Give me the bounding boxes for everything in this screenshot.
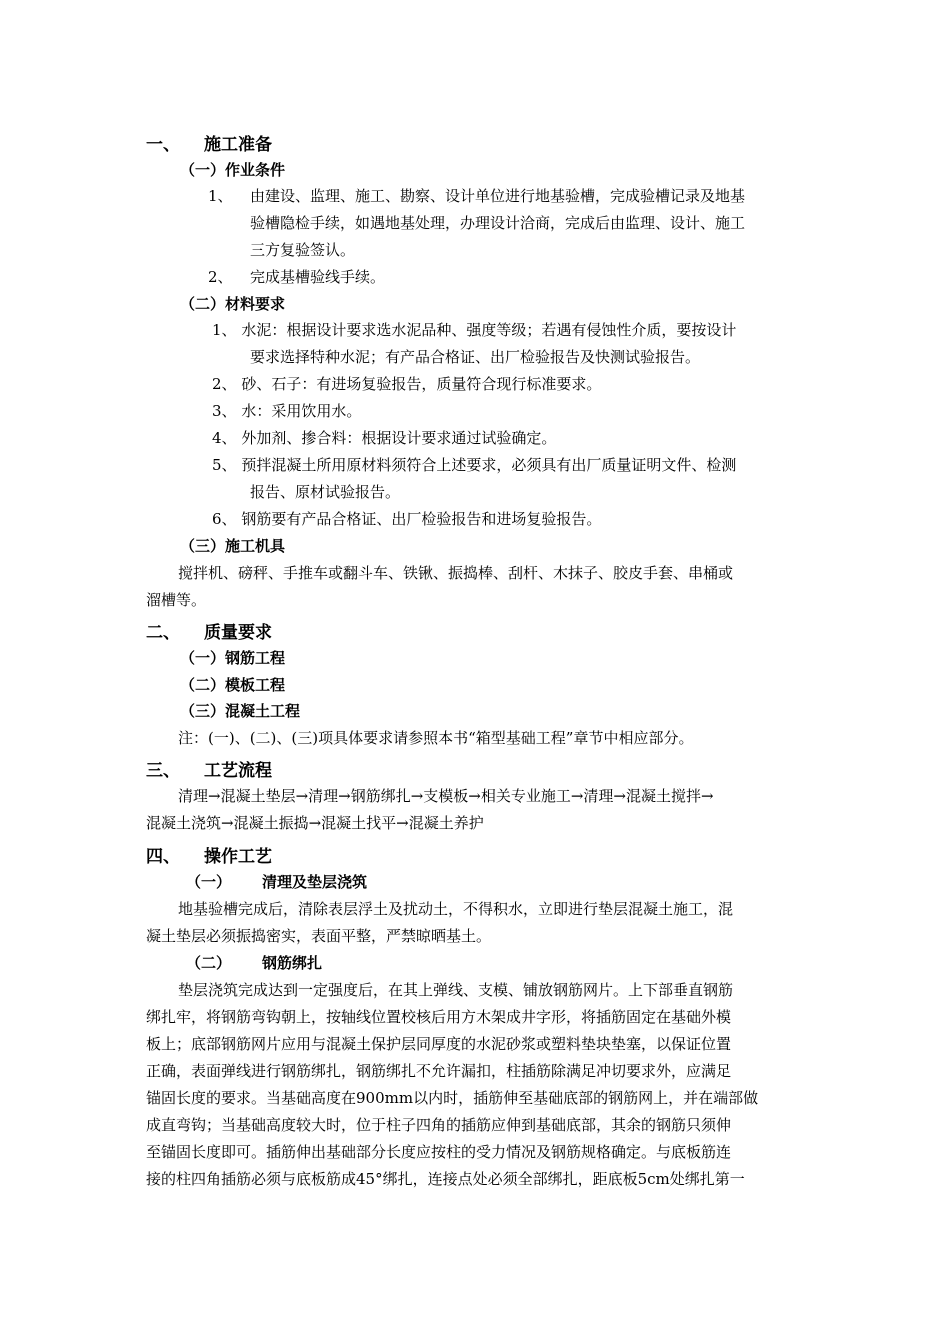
- section-3-title: 工艺流程: [204, 761, 272, 781]
- item-line: 验槽隐检手续，如遇地基处理，办理设计洽商，完成后由监理、设计、施工: [250, 214, 746, 232]
- subsection-1-1-title: （一）作业条件: [180, 161, 286, 179]
- item-line: 预拌混凝土所用原材料须符合上述要求，必须具有出厂质量证明文件、检测: [241, 456, 737, 474]
- paragraph-line: 正确，表面弹线进行钢筋绑扎，钢筋绑扎不允许漏扣，柱插筋除满足冲切要求外，应满足: [146, 1062, 732, 1080]
- item-line: 报告、原材试验报告。: [250, 483, 401, 501]
- paragraph-line: 绑扎牢，将钢筋弯钩朝上，按轴线位置校核后用方木架成井字形，将插筋固定在基础外模: [146, 1008, 732, 1026]
- section-2-number: 二、: [146, 623, 180, 643]
- list-item: [212, 455, 736, 475]
- subsection-2-1-title: （一）钢筋工程: [180, 649, 286, 667]
- item-line: 三方复验签认。: [250, 241, 356, 259]
- item-line: 钢筋要有产品合格证、出厂检验报告和进场复验报告。: [241, 510, 602, 528]
- paragraph-line: 接的柱四角插筋必须与底板筋成45°绑扎，连接点处必须全部绑扎，距底板5cm处绑扎第一: [146, 1170, 745, 1188]
- subsection-4-1-title: 清理及垫层浇筑: [262, 873, 368, 891]
- subsection-2-2-title: （二）模板工程: [180, 676, 286, 694]
- subsection-4-1-heading: [186, 872, 367, 892]
- item-number: 3、: [212, 402, 237, 420]
- item-line: 水：采用饮用水。: [241, 402, 362, 420]
- paragraph-line: 搅拌机、磅秤、手推车或翻斗车、铁锹、振捣棒、刮杆、木抹子、胶皮手套、串桶或: [178, 564, 734, 582]
- list-item: [212, 428, 556, 448]
- section-3-heading: [146, 760, 272, 782]
- item-line: 完成基槽验线手续。: [250, 268, 386, 286]
- section-4-heading: [146, 846, 272, 868]
- item-number: 6、: [212, 510, 237, 528]
- section-4-title: 操作工艺: [204, 847, 272, 867]
- subsection-4-2-number: （二）: [186, 954, 232, 972]
- paragraph-line: 凝土垫层必须振捣密实，表面平整，严禁晾晒基土。: [146, 927, 492, 945]
- section-1-title: 施工准备: [204, 135, 272, 155]
- item-line: 砂、石子：有进场复验报告，质量符合现行标准要求。: [241, 375, 602, 393]
- paragraph-line: 溜槽等。: [146, 591, 207, 609]
- subsection-1-2-title: （二）材料要求: [180, 295, 286, 313]
- item-number: 2、: [208, 268, 233, 286]
- subsection-4-2-title: 钢筋绑扎: [262, 954, 323, 972]
- note-line: 注：(一)、(二)、(三)项具体要求请参照本书“箱型基础工程”章节中相应部分。: [178, 729, 694, 747]
- item-number: 2、: [212, 375, 237, 393]
- paragraph-line: 成直弯钩；当基础高度较大时，位于柱子四角的插筋应伸到基础底部，其余的钢筋只须伸: [146, 1116, 732, 1134]
- item-line: 由建设、监理、施工、勘察、设计单位进行地基验槽，完成验槽记录及地基: [250, 187, 746, 205]
- flow-line: 清理→混凝土垫层→清理→钢筋绑扎→支模板→相关专业施工→清理→混凝土搅拌→: [178, 787, 714, 805]
- item-number: 1、: [208, 187, 233, 205]
- subsection-2-3-title: （三）混凝土工程: [180, 702, 301, 720]
- item-line: 要求选择特种水泥；有产品合格证、出厂检验报告及快测试验报告。: [250, 348, 701, 366]
- subsection-4-2-heading: [186, 953, 322, 973]
- paragraph-line: 锚固长度的要求。当基础高度在900mm以内时，插筋伸至基础底部的钢筋网上，并在端部做: [146, 1089, 759, 1107]
- list-item: [212, 320, 736, 340]
- section-1-heading: [146, 134, 272, 156]
- flow-line: 混凝土浇筑→混凝土振捣→混凝土找平→混凝土养护: [146, 814, 484, 832]
- list-item: [212, 509, 601, 529]
- list-item: [212, 374, 601, 394]
- subsection-1-3-title: （三）施工机具: [180, 537, 286, 555]
- paragraph-line: 至锚固长度即可。插筋伸出基础部分长度应按柱的受力情况及钢筋规格确定。与底板筋连: [146, 1143, 732, 1161]
- section-3-number: 三、: [146, 761, 180, 781]
- section-2-heading: [146, 622, 272, 644]
- paragraph-line: 板上；底部钢筋网片应用与混凝土保护层同厚度的水泥砂浆或塑料垫块垫塞，以保证位置: [146, 1035, 732, 1053]
- paragraph-line: 垫层浇筑完成达到一定强度后，在其上弹线、支模、铺放钢筋网片。上下部垂直钢筋: [178, 981, 734, 999]
- section-4-number: 四、: [146, 847, 180, 867]
- item-line: 外加剂、掺合料：根据设计要求通过试验确定。: [241, 429, 557, 447]
- list-item: [212, 401, 361, 421]
- item-number: 5、: [212, 456, 237, 474]
- item-number: 4、: [212, 429, 237, 447]
- item-line: 水泥：根据设计要求选水泥品种、强度等级；若遇有侵蚀性介质，要按设计: [241, 321, 737, 339]
- section-2-title: 质量要求: [204, 623, 272, 643]
- item-number: 1、: [212, 321, 237, 339]
- subsection-4-1-number: （一）: [186, 873, 232, 891]
- section-1-number: 一、: [146, 135, 180, 155]
- paragraph-line: 地基验槽完成后，清除表层浮土及扰动土，不得积水，立即进行垫层混凝土施工，混: [178, 900, 734, 918]
